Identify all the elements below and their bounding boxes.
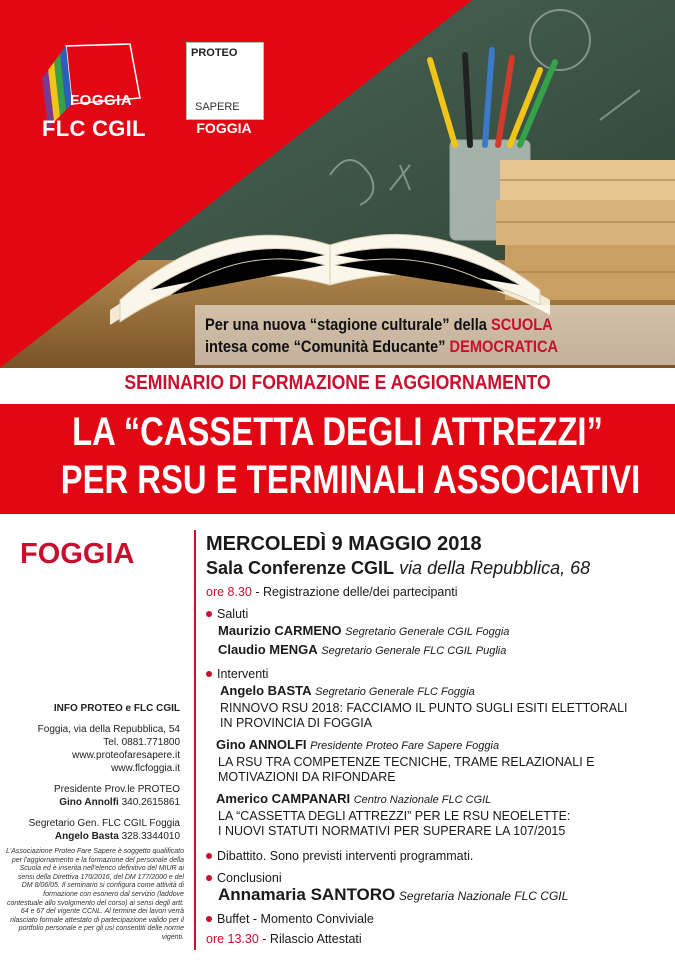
conclusioni-role: Segretaria Nazionale FLC CGIL [398, 889, 569, 903]
legal-note: L'Associazione Proteo Fare Sapere è soggetto qualificato per l'aggiornamento e la formazione del personale della Scuola ed è inserita nell'elenco definitivo del MIUR ai sensi della Direttiva 170/2016, del DM 177/2000 e del DM 8/06/05. Il seminario si configura come attività di formazione con esonero dal servizio (laddove contestuale allo svolgimento del corso) ai sensi degli artt. 64 e 67 del vigente CCNL. Al termine dei lavori verrà rilasciato formale attestato di partecipazione valido per il portfolio personale e per gli usi consentiti delle norme vigenti. [6, 848, 185, 941]
speaker-role: Centro Nazionale FLC CGIL [353, 794, 492, 806]
contact1-phone: 340.2615861 [118, 797, 180, 808]
registration-text: - Registrazione delle/dei partecipanti [251, 585, 458, 599]
flc-cgil-logo [40, 44, 150, 144]
tagline [205, 314, 609, 358]
saluti-speaker-name: Claudio MENGA [218, 642, 318, 657]
title-band [0, 404, 675, 514]
dibattito: Dibattito. Sono previsti interventi programmati. [206, 848, 671, 864]
event-date: MERCOLEDÌ 9 MAGGIO 2018 [206, 533, 482, 555]
saluti-label: Saluti [206, 606, 671, 622]
contact1-name: Gino Annolfi [59, 797, 119, 808]
speaker-topic: LA “CASSETTA DEGLI ATTREZZI” PER LE RSU NEOELETTE: [218, 809, 571, 823]
title-line1: LA “CASSETTA DEGLI ATTREZZI” [72, 410, 603, 454]
event-address: via della Repubblica, 68 [399, 558, 591, 578]
end-text: - Rilascio Attestati [258, 932, 362, 946]
seminar-label: SEMINARIO DI FORMAZIONE E AGGIORNAMENTO [124, 372, 551, 394]
title-line2: PER RSU E TERMINALI ASSOCIATIVI [60, 458, 641, 502]
speaker-topic: LA RSU TRA COMPETENZE TECNICHE, TRAME RELAZIONALI E [218, 755, 595, 769]
end-time: ore 13.30 [206, 932, 259, 946]
interventi-label: Interventi [206, 666, 671, 682]
contact2-phone: 328.3344010 [118, 831, 180, 842]
info-website-flc[interactable]: www.flcfoggia.it [111, 763, 180, 774]
info-box [20, 702, 180, 843]
registration-time: ore 8.30 [206, 585, 252, 599]
speaker-topic: MOTIVAZIONI DA RIFONDARE [218, 770, 396, 784]
speaker-role: Segretario Generale FLC Foggia [315, 686, 475, 698]
buffet: Buffet - Momento Conviviale [206, 911, 671, 927]
saluti-speaker-name: Maurizio CARMENO [218, 623, 342, 638]
saluti-speaker-role: Segretario Generale FLC CGIL Puglia [321, 645, 507, 657]
info-address: Foggia, via della Repubblica, 54 [37, 724, 180, 735]
conclusioni-label: Conclusioni [206, 870, 671, 886]
event-city: FOGGIA [20, 538, 135, 570]
proteo-logo-bottom: SAPERE [195, 101, 240, 113]
flc-logo-name: FLC CGIL [42, 116, 146, 141]
contact2-role: Segretario Gen. FLC CGIL Foggia [28, 818, 180, 829]
speaker-name: Angelo BASTA [220, 683, 312, 698]
speaker-topic: I NUOVI STATUTI NORMATIVI PER SUPERARE LA 107/2015 [218, 824, 566, 838]
proteo-logo-city: FOGGIA [196, 120, 252, 136]
info-tel: Tel. 0881.771800 [103, 737, 180, 748]
tagline-highlight-democratica: DEMOCRATICA [449, 337, 559, 356]
speaker-name: Gino ANNOLFI [216, 737, 307, 752]
proteo-logo [186, 42, 262, 146]
conclusioni-name: Annamaria SANTORO [218, 885, 396, 904]
saluti-speaker-role: Segretario Generale CGIL Foggia [345, 626, 510, 638]
info-heading: INFO PROTEO e FLC CGIL [53, 703, 180, 714]
tagline-line1: Per una nuova “stagione culturale” della [205, 315, 491, 334]
speaker-topic: IN PROVINCIA DI FOGGIA [220, 716, 373, 730]
proteo-logo-box [186, 42, 264, 120]
contact1-role: Presidente Prov.le PROTEO [54, 784, 180, 795]
divider-line [194, 530, 196, 950]
flc-logo-city: FOGGIA [70, 92, 133, 109]
tagline-highlight-scuola: SCUOLA [490, 315, 553, 334]
info-website-proteo[interactable]: www.proteofaresapere.it [72, 750, 180, 761]
speaker-role: Presidente Proteo Fare Sapere Foggia [310, 740, 500, 752]
event-venue: Sala Conferenze CGIL [206, 558, 395, 578]
speaker-name: Americo CAMPANARI [216, 791, 351, 806]
proteo-logo-top: PROTEO [191, 47, 238, 59]
tagline-line2: intesa come “Comunità Educante” [205, 337, 450, 356]
contact2-name: Angelo Basta [54, 831, 119, 842]
hero-banner [0, 0, 675, 368]
program [206, 532, 671, 947]
speaker-topic: RINNOVO RSU 2018: FACCIAMO IL PUNTO SUGLI ESITI ELETTORALI [220, 701, 628, 715]
